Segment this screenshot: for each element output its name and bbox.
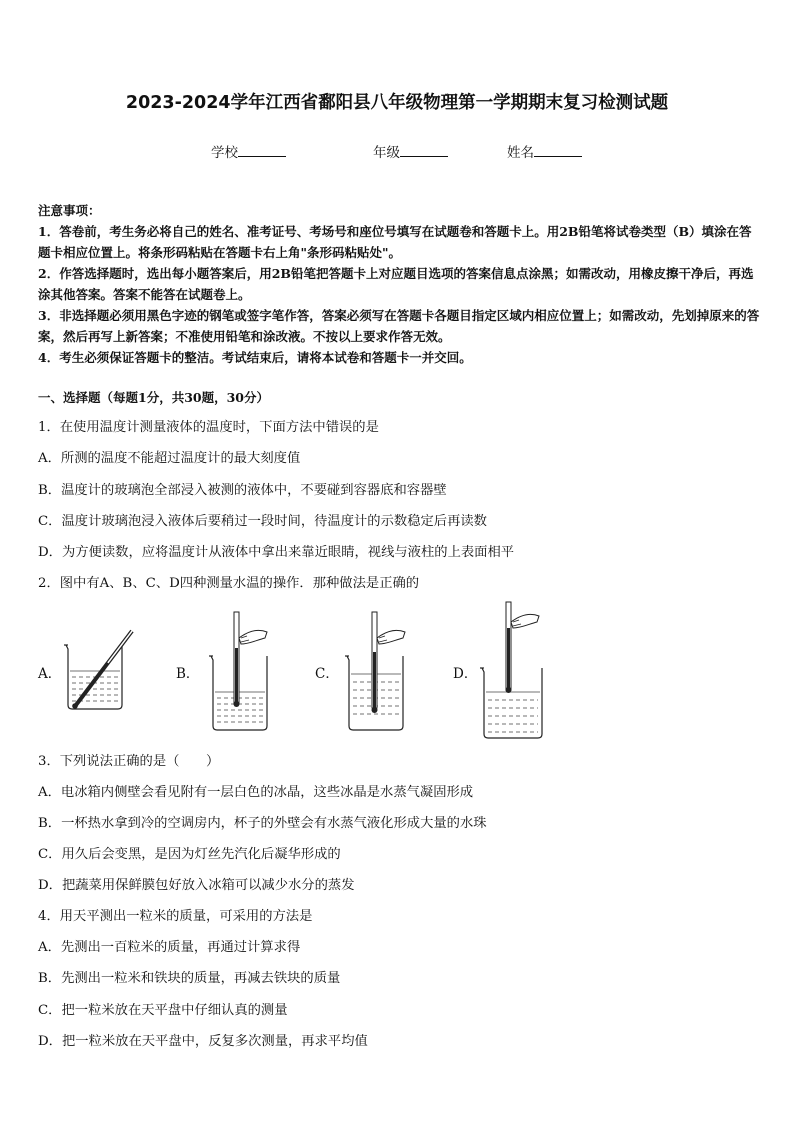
q3-option-b: B．一杯热水拿到冷的空调房内，杯子的外壁会有水蒸气液化形成大量的水珠	[38, 816, 487, 831]
q3-option-d: D．把蔬菜用保鲜膜包好放入冰箱可以减少水分的蒸发	[38, 878, 355, 893]
note-item-1: 1．答卷前，考生务必将自己的姓名、准考证号、考场号和座位号填写在试题卷和答题卡上。用2B铅笔将试卷类型（B）填涂在答题卡相应位置上。将条形码粘贴在答题卡右上角"条形码粘贴处"。	[38, 224, 752, 260]
q4-option-d: D．把一粒米放在天平盘中，反复多次测量，再求平均值	[38, 1034, 368, 1049]
note-item-2: 2．作答选择题时，选出每小题答案后，用2B铅笔把答题卡上对应题目选项的答案信息点涂黑；如需改动，用橡皮擦干净后，再选涂其他答案。答案不能答在试题卷上。	[38, 266, 754, 302]
note-item-3: 3．非选择题必须用黑色字迹的钢笔或签字笔作答，答案必须写在答题卡各题目指定区域内相应位置上；如需改动，先划掉原来的答案，然后再写上新答案；不准使用铅笔和涂改液。不按以上要求作答无效。	[38, 308, 760, 344]
grade-blank	[400, 144, 448, 157]
notes-heading: 注意事项：	[38, 203, 101, 218]
q1-option-b: B．温度计的玻璃泡全部浸入被测的液体中，不要碰到容器底和容器壁	[38, 483, 447, 498]
page-title: 2023-2024学年江西省鄱阳县八年级物理第一学期期末复习检测试题	[125, 93, 669, 113]
q4-option-a: A．先测出一百粒米的质量，再通过计算求得	[38, 940, 301, 955]
q4-stem: 4．用天平测出一粒米的质量，可采用的方法是	[38, 909, 313, 924]
school-field	[211, 141, 286, 161]
q1-option-c: C．温度计玻璃泡浸入液体后要稍过一段时间，待温度计的示数稳定后再读数	[38, 514, 487, 529]
fig-label-b: B．	[176, 666, 200, 682]
q1-option-a: A．所测的温度不能超过温度计的最大刻度值	[38, 451, 301, 466]
name-label: 姓名	[507, 145, 534, 161]
q3-stem: 3．下列说法正确的是（ ）	[38, 754, 220, 769]
q1-option-d: D．为方便读数，应将温度计从液体中拿出来靠近眼睛，视线与液柱的上表面相平	[38, 545, 515, 560]
school-label: 学校	[211, 145, 238, 161]
section-heading: 一、选择题（每题1分，共30题，30分）	[38, 390, 269, 405]
fig-label-a: A．	[38, 666, 62, 682]
q3-option-c: C．用久后会变黑，是因为灯丝先汽化后凝华形成的	[38, 847, 341, 862]
fig-label-c: C．	[315, 666, 339, 682]
q4-option-c: C．把一粒米放在天平盘中仔细认真的测量	[38, 1003, 288, 1018]
grade-label: 年级	[373, 145, 400, 161]
q2-stem: 2．图中有A、B、C、D四种测量水温的操作．那种做法是正确的	[38, 576, 420, 591]
beaker-figure-a	[60, 625, 150, 715]
q4-option-b: B．先测出一粒米和铁块的质量，再减去铁块的质量	[38, 971, 341, 986]
grade-field	[373, 141, 448, 161]
fig-label-d: D．	[453, 666, 478, 682]
beaker-figure-d	[478, 600, 558, 740]
school-blank	[238, 144, 286, 157]
name-field	[507, 141, 582, 161]
note-item-4: 4．考生必须保证答题卡的整洁。考试结束后，请将本试卷和答题卡一并交回。	[38, 350, 472, 365]
name-blank	[534, 144, 582, 157]
q3-option-a: A．电冰箱内侧壁会看见附有一层白色的冰晶，这些冰晶是水蒸气凝固形成	[38, 785, 474, 800]
beaker-figure-b	[205, 608, 285, 733]
q1-stem: 1．在使用温度计测量液体的温度时，下面方法中错误的是	[38, 420, 379, 435]
beaker-figure-c	[345, 608, 425, 733]
